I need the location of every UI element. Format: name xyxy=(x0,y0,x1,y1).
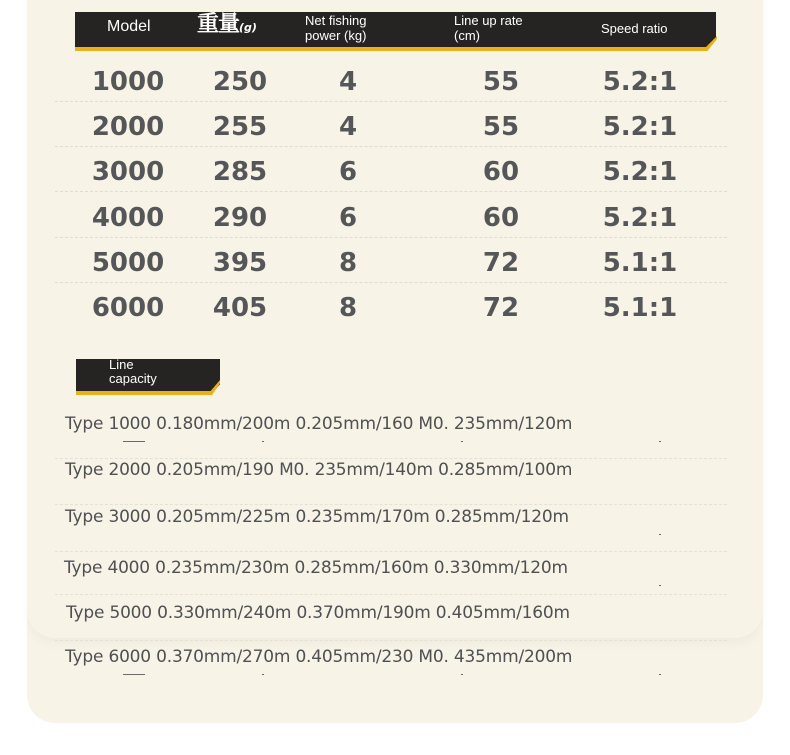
cell-model: 1000 xyxy=(91,67,165,97)
row-divider xyxy=(55,458,727,459)
cell-line-rate: 55 xyxy=(482,67,520,97)
row-divider xyxy=(55,504,727,505)
capacity-row xyxy=(55,507,727,552)
header-drag: Net fishing power (kg) xyxy=(305,13,367,43)
cell-drag: 4 xyxy=(338,112,358,142)
row-divider xyxy=(55,594,727,595)
cell-line-rate: 60 xyxy=(482,157,520,187)
capacity-text: Type 6000 0.370mm/270m 0.405mm/230 M0. 435mm/200m xyxy=(65,647,573,667)
cell-drag: 8 xyxy=(338,293,358,323)
capacity-text: Type 3000 0.205mm/225m 0.235mm/170m 0.285mm/120m xyxy=(65,507,569,527)
capacity-text: Type 1000 0.180mm/200m 0.205mm/160 M0. 235mm/120m xyxy=(65,414,573,434)
cell-drag: 6 xyxy=(338,203,358,233)
cell-drag: 4 xyxy=(338,67,358,97)
cell-model: 4000 xyxy=(91,203,165,233)
capacity-row xyxy=(55,414,727,459)
cell-ratio: 5.1:1 xyxy=(602,293,678,323)
tick-mark xyxy=(123,674,145,675)
capacity-text: Type 5000 0.330mm/240m 0.370mm/190m 0.405mm/160m xyxy=(66,603,570,623)
tick-mark xyxy=(461,674,463,675)
cell-ratio: 5.2:1 xyxy=(602,157,678,187)
cell-model: 5000 xyxy=(91,248,165,278)
capacity-text: Type 2000 0.205mm/190 M0. 235mm/140m 0.285mm/100m xyxy=(65,460,573,480)
cell-weight: 290 xyxy=(212,203,268,233)
spec-row xyxy=(55,283,727,328)
line-capacity-accent xyxy=(76,391,212,395)
capacity-row xyxy=(55,603,727,648)
capacity-row xyxy=(55,460,727,505)
cell-model: 2000 xyxy=(91,112,165,142)
header-weight xyxy=(197,12,257,37)
tick-mark xyxy=(659,674,661,675)
cell-ratio: 5.1:1 xyxy=(602,248,678,278)
spec-header-accent xyxy=(75,47,707,51)
tick-mark xyxy=(659,534,661,535)
tick-mark xyxy=(659,441,661,442)
header-line-rate: Line up rate (cm) xyxy=(454,13,523,43)
capacity-text: Type 4000 0.235mm/230m 0.285mm/160m 0.330mm/120m xyxy=(64,558,568,578)
header-speed-ratio: Speed ratio xyxy=(601,21,668,36)
spec-row xyxy=(55,102,727,147)
cell-line-rate: 60 xyxy=(482,203,520,233)
capacity-row xyxy=(55,647,727,692)
cell-weight: 395 xyxy=(212,248,268,278)
header-weight-unit: (g) xyxy=(239,21,257,34)
cell-weight: 285 xyxy=(212,157,268,187)
row-divider xyxy=(55,551,727,552)
line-capacity-label: Line capacity xyxy=(109,357,157,386)
header-model: Model xyxy=(107,18,151,35)
cell-weight: 255 xyxy=(212,112,268,142)
tick-mark xyxy=(659,585,661,586)
cell-line-rate: 72 xyxy=(482,248,520,278)
cell-ratio: 5.2:1 xyxy=(602,203,678,233)
tick-mark xyxy=(262,674,264,675)
tick-mark xyxy=(461,441,463,442)
spec-row xyxy=(55,193,727,238)
header-weight-text: 重量 xyxy=(197,12,240,37)
cell-line-rate: 72 xyxy=(482,293,520,323)
cell-model: 3000 xyxy=(91,157,165,187)
row-divider xyxy=(55,640,727,641)
cell-weight: 405 xyxy=(212,293,268,323)
spec-row xyxy=(55,57,727,102)
cell-model: 6000 xyxy=(91,293,165,323)
cell-line-rate: 55 xyxy=(482,112,520,142)
spec-row xyxy=(55,147,727,192)
capacity-row xyxy=(55,558,727,603)
tick-mark xyxy=(262,441,264,442)
tick-mark xyxy=(123,441,145,442)
cell-weight: 250 xyxy=(212,67,268,97)
cell-drag: 8 xyxy=(338,248,358,278)
row-divider xyxy=(55,191,727,192)
spec-row xyxy=(55,238,727,283)
cell-drag: 6 xyxy=(338,157,358,187)
cell-ratio: 5.2:1 xyxy=(602,67,678,97)
cell-ratio: 5.2:1 xyxy=(602,112,678,142)
